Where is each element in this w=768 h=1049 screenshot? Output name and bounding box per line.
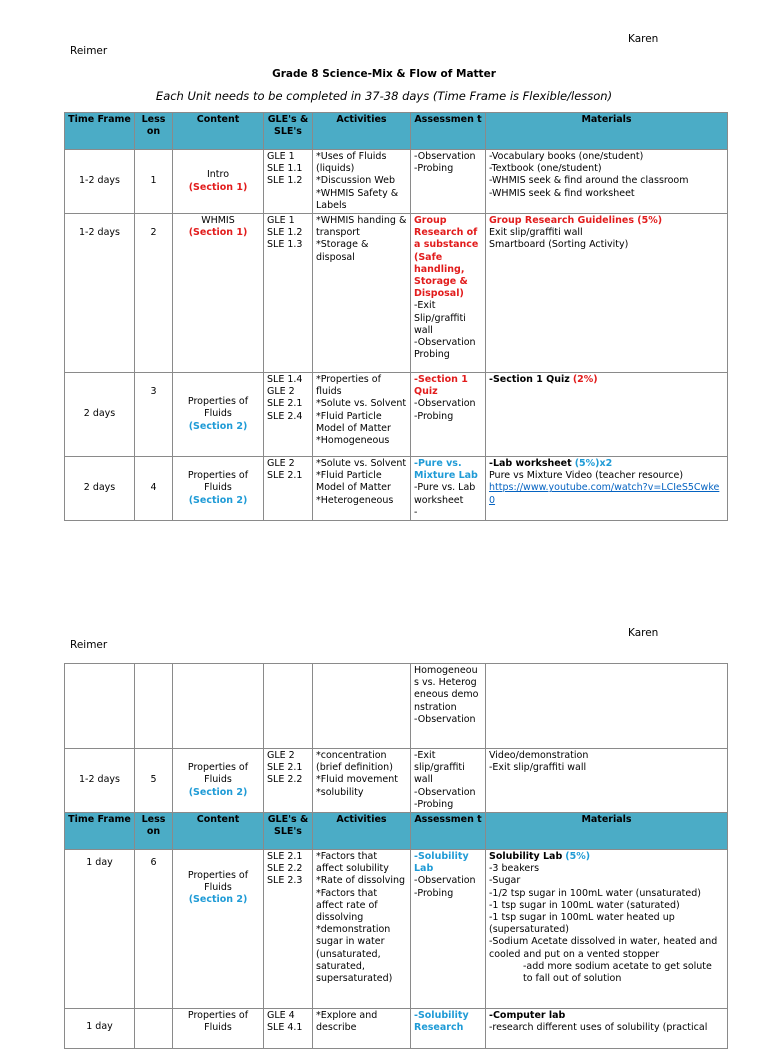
col-header-lesson: Less on — [135, 813, 173, 850]
gle-item: SLE 2.1 — [267, 762, 303, 774]
content-cell: Properties of Fluids — [173, 1009, 264, 1049]
assessment-item: -Exit slip/graffiti wall — [414, 750, 465, 786]
assessment-highlight: -Pure vs. Mixture Lab — [414, 458, 478, 482]
assessment-item: Homogeneous vs. Heterogeneous demonstration — [414, 665, 479, 713]
content-label: Intro — [206, 169, 230, 181]
activity-item: *Factors that affect rate of dissolving — [316, 887, 378, 924]
activities-cell — [313, 664, 411, 749]
gle-item: SLE 2.1 — [267, 398, 303, 410]
time-frame-cell: 2 days — [65, 457, 135, 521]
col-header-assessment: Assessmen t — [411, 113, 486, 150]
assessment-highlight: -Solubility Research — [414, 1010, 469, 1034]
gle-item: SLE 2.3 — [267, 875, 303, 887]
material-bold: -Section 1 Quiz — [489, 374, 570, 386]
material-item: Pure vs Mixture Video (teacher resource) — [489, 470, 684, 482]
activity-item: *Discussion Web — [316, 175, 396, 187]
assessment-cell — [411, 1009, 486, 1049]
materials-cell — [486, 214, 728, 373]
assessment-item: -Probing — [414, 798, 454, 810]
activities-cell — [313, 214, 411, 373]
content-cell — [173, 373, 264, 457]
col-header-materials: Materials — [486, 813, 728, 850]
material-item: -1 tsp sugar in 100mL water heated up (supersaturated) — [489, 912, 675, 936]
content-label: Properties of Fluids — [187, 870, 249, 894]
gle-item: SLE 2.2 — [267, 774, 303, 786]
header-first-name: Karen — [628, 33, 659, 45]
activities-cell — [313, 749, 411, 813]
activity-item: *Uses of Fluids (liquids) — [316, 151, 387, 175]
section-label: (Section 2) — [188, 894, 248, 906]
gle-item: SLE 2.1 — [267, 851, 303, 863]
section-label: (Section 1) — [188, 181, 248, 193]
gle-item: SLE 2.1 — [267, 470, 303, 482]
gle-item: SLE 2.2 — [267, 863, 303, 875]
assessment-highlight: -Solubility Lab — [414, 851, 469, 875]
activity-item: *Fluid movement — [316, 774, 398, 786]
assessment-cell — [411, 373, 486, 457]
assessment-item: -Observation — [414, 713, 476, 725]
document-subtitle: Each Unit needs to be completed in 37-38 days (Time Frame is Flexible/lesson) — [155, 89, 613, 103]
activity-item: *concentration (brief definition) — [316, 750, 393, 774]
lesson-cell — [135, 1009, 173, 1049]
table-row — [65, 850, 728, 1009]
content-cell — [173, 850, 264, 1009]
assessment-item: -Observation — [414, 337, 476, 349]
lesson-cell: 1 — [135, 150, 173, 214]
activity-item: *Storage & disposal — [316, 239, 369, 263]
content-label: Properties of Fluids — [187, 470, 249, 494]
assessment-item: Probing — [414, 349, 450, 361]
assessment-item: -Observation — [414, 875, 476, 887]
section-label: (Section 2) — [188, 494, 248, 506]
assessment-item: - — [414, 506, 418, 518]
lesson-cell: 5 — [135, 749, 173, 813]
activity-item: *Explore and describe — [316, 1010, 378, 1034]
activities-cell — [313, 457, 411, 521]
time-frame-cell: 1-2 days — [65, 214, 135, 373]
material-item: -3 beakers — [489, 863, 540, 875]
materials-cell — [486, 749, 728, 813]
gle-item: GLE 2 — [267, 386, 295, 398]
col-header-content: Content — [173, 113, 264, 150]
table-row — [65, 1009, 728, 1049]
material-item: -Exit slip/graffiti wall — [489, 762, 587, 774]
table-header-row — [65, 113, 728, 150]
material-item: -Sugar — [489, 875, 521, 887]
material-item: -WHMIS seek & find around the classroom — [489, 175, 689, 187]
col-header-activities: Activities — [313, 813, 411, 850]
col-header-time-frame: Time Frame — [65, 813, 135, 850]
material-item: Exit slip/graffiti wall — [489, 227, 583, 239]
assessment-cell — [411, 850, 486, 1009]
material-highlight: Group Research Guidelines (5%) — [489, 215, 663, 227]
table-header-row — [65, 813, 728, 850]
assessment-item: -Pure vs. Lab worksheet — [414, 482, 476, 506]
table-row — [65, 664, 728, 749]
assessment-item: -Probing — [414, 163, 454, 175]
activity-item: *Solute vs. Solvent — [316, 458, 407, 470]
activity-item: *Fluid Particle Model of Matter — [316, 410, 391, 434]
gle-item: GLE 2 — [267, 750, 295, 761]
activity-item: *WHMIS handing & transport — [316, 215, 407, 239]
time-frame-cell: 1-2 days — [65, 150, 135, 214]
activity-item: *Factors that affect solubility — [316, 851, 389, 875]
activity-item: *Properties of fluids — [316, 374, 381, 398]
activities-cell — [313, 373, 411, 457]
gles-cell — [264, 749, 313, 813]
gles-cell — [264, 150, 313, 214]
assessment-cell — [411, 457, 486, 521]
lesson-cell: 4 — [135, 457, 173, 521]
col-header-materials: Materials — [486, 113, 728, 150]
content-label: WHMIS — [201, 215, 235, 227]
gles-cell — [264, 457, 313, 521]
materials-cell — [486, 457, 728, 521]
table-row — [65, 373, 728, 457]
activity-item: *demonstration sugar in water (unsaturated, saturated, supersaturated) — [316, 924, 393, 985]
content-cell — [173, 457, 264, 521]
content-cell — [173, 749, 264, 813]
assessment-item: -Probing — [414, 887, 454, 899]
header-last-name: Reimer — [70, 639, 108, 651]
gle-item: SLE 1.2 — [267, 227, 303, 239]
col-header-activities: Activities — [313, 113, 411, 150]
gles-cell — [264, 850, 313, 1009]
time-frame-cell: 1 day — [65, 850, 135, 1009]
time-frame-cell: 1-2 days — [65, 749, 135, 813]
content-cell — [173, 664, 264, 749]
materials-cell — [486, 373, 728, 457]
material-item: -1/2 tsp sugar in 100mL water (unsaturated) — [489, 887, 701, 899]
materials-cell — [486, 664, 728, 749]
material-bold: -Lab worksheet — [489, 458, 572, 470]
content-cell — [173, 214, 264, 373]
document-title: Grade 8 Science-Mix & Flow of Matter — [272, 68, 496, 80]
gles-cell — [264, 373, 313, 457]
activity-item: *WHMIS Safety & Labels — [316, 187, 399, 211]
time-frame-cell — [65, 664, 135, 749]
material-item: -Sodium Acetate dissolved in water, heated and cooled and put on a vented stopper — [489, 936, 718, 960]
assessment-item: -Exit Slip/graffiti wall — [414, 300, 466, 336]
section-label: (Section 2) — [188, 420, 248, 432]
header-last-name: Reimer — [70, 45, 108, 57]
material-percent: (2%) — [572, 374, 598, 386]
assessment-cell — [411, 749, 486, 813]
material-bold: -Computer lab — [489, 1010, 566, 1022]
gle-item: SLE 2.4 — [267, 410, 303, 422]
gle-item: SLE 1.4 — [267, 374, 303, 386]
material-item: -WHMIS seek & find worksheet — [489, 187, 635, 199]
gles-cell — [264, 1009, 313, 1049]
assessment-item: -Observation — [414, 151, 476, 162]
activity-item: *Rate of dissolving — [316, 875, 406, 887]
col-header-time-frame: Time Frame — [65, 113, 135, 150]
material-item: Video/demonstration — [489, 750, 589, 761]
lesson-cell: 2 — [135, 214, 173, 373]
section-label: (Section 1) — [188, 227, 248, 239]
col-header-gles: GLE's & SLE's — [264, 113, 313, 150]
time-frame-cell: 2 days — [65, 373, 135, 457]
youtube-link[interactable]: https://www.youtube.com/watch?v=LCIeS5Cwke0 — [489, 482, 720, 506]
activity-item: *Solute vs. Solvent — [316, 398, 407, 410]
lesson-plan-table-page-2 — [64, 663, 728, 1049]
gle-item: GLE 2 — [267, 458, 295, 470]
assessment-item: -Observation — [414, 398, 476, 410]
activities-cell — [313, 850, 411, 1009]
col-header-gles: GLE's & SLE's — [264, 813, 313, 850]
assessment-cell — [411, 664, 486, 749]
materials-cell — [486, 850, 728, 1009]
col-header-assessment: Assessmen t — [411, 813, 486, 850]
material-item: -Textbook (one/student) — [489, 163, 602, 175]
gles-cell — [264, 214, 313, 373]
assessment-item: -Probing — [414, 410, 454, 422]
content-label: Properties of Fluids — [187, 396, 249, 420]
material-subitem: -add more sodium acetate to get solute to fall out of solution — [523, 960, 712, 985]
content-cell — [173, 150, 264, 214]
gle-item: SLE 1.3 — [267, 239, 303, 251]
activities-cell — [313, 150, 411, 214]
activity-item: *Homogeneous — [316, 435, 390, 447]
lesson-cell: 6 — [135, 850, 173, 1009]
gle-item: SLE 1.1 — [267, 163, 303, 175]
col-header-content: Content — [173, 813, 264, 850]
material-percent: (5%)x2 — [574, 458, 613, 470]
content-label: Properties of Fluids — [187, 762, 249, 786]
lesson-cell — [135, 664, 173, 749]
activity-item: *Fluid Particle Model of Matter — [316, 470, 391, 494]
time-frame-cell: 1 day — [65, 1009, 135, 1049]
table-row — [65, 749, 728, 813]
material-item: -research different uses of solubility (practical — [489, 1022, 708, 1034]
materials-cell — [486, 150, 728, 214]
table-row — [65, 214, 728, 373]
assessment-cell — [411, 214, 486, 373]
activity-item: *solubility — [316, 786, 364, 798]
material-bold: Solubility Lab — [489, 851, 563, 863]
table-row — [65, 457, 728, 521]
material-item: Smartboard (Sorting Activity) — [489, 239, 629, 251]
header-first-name: Karen — [628, 627, 659, 639]
activity-item: *Heterogeneous — [316, 494, 394, 506]
lesson-plan-table-page-1 — [64, 112, 728, 521]
table-row — [65, 150, 728, 214]
section-label: (Section 2) — [188, 786, 248, 798]
materials-cell — [486, 1009, 728, 1049]
gles-cell — [264, 664, 313, 749]
assessment-highlight: Group Research of a substance (Safe handling, Storage & Disposal) — [414, 215, 479, 300]
gle-item: SLE 4.1 — [267, 1022, 303, 1034]
material-item: -1 tsp sugar in 100mL water (saturated) — [489, 899, 680, 911]
gle-item: GLE 1 — [267, 215, 295, 227]
material-percent: (5%) — [565, 851, 591, 863]
col-header-lesson: Less on — [135, 113, 173, 150]
lesson-cell: 3 — [135, 373, 173, 457]
material-item: -Vocabulary books (one/student) — [489, 151, 644, 162]
gle-item: GLE 1 — [267, 151, 295, 162]
assessment-item: -Observation — [414, 786, 476, 798]
activities-cell — [313, 1009, 411, 1049]
assessment-cell — [411, 150, 486, 214]
gle-item: SLE 1.2 — [267, 175, 303, 187]
assessment-highlight: -Section 1 Quiz — [414, 374, 468, 398]
gle-item: GLE 4 — [267, 1010, 295, 1022]
